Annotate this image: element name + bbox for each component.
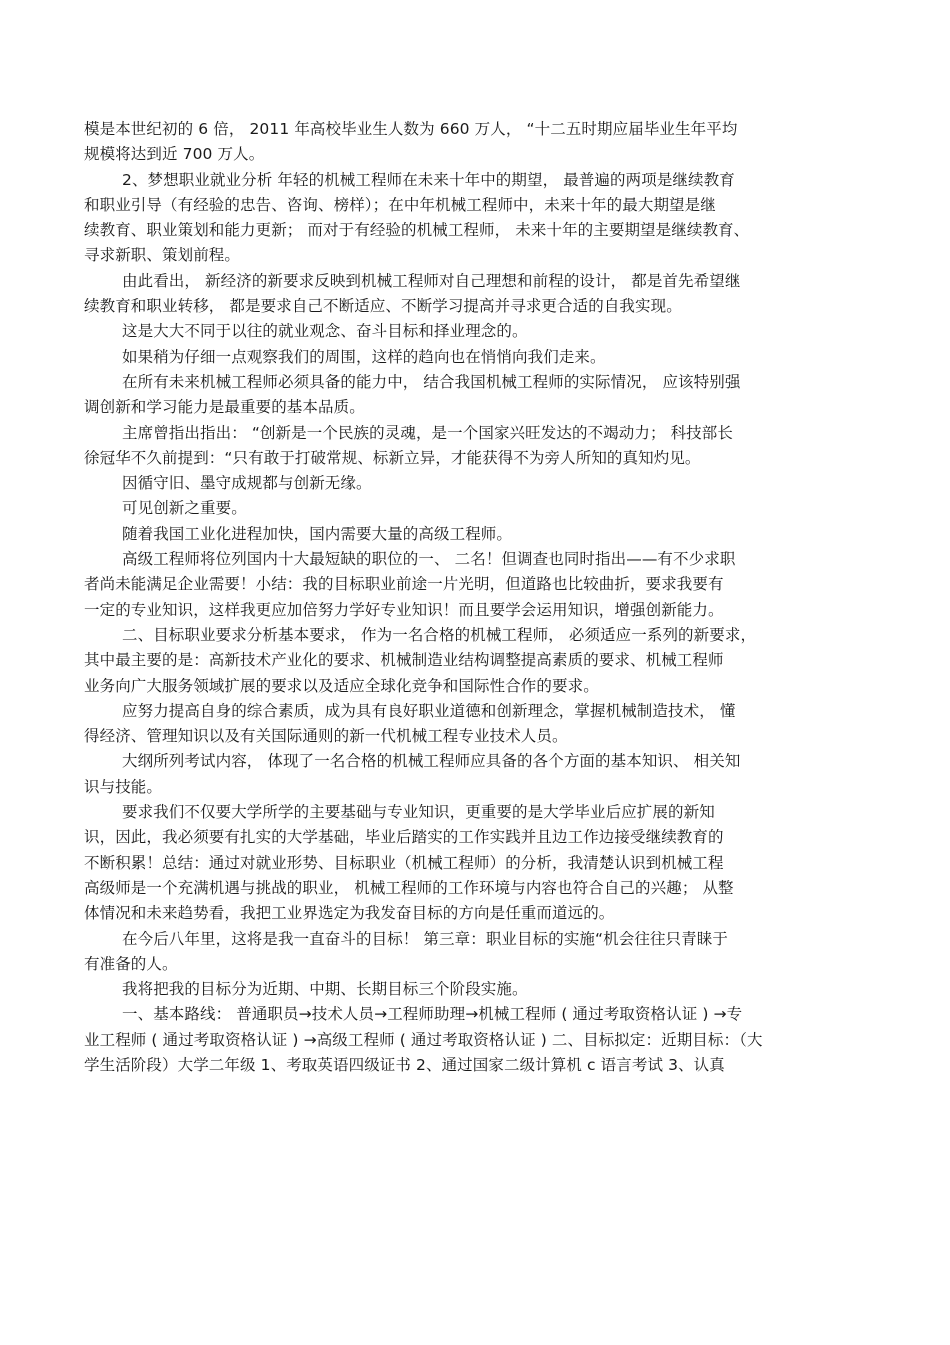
text-line: 主席曾指出指出： “创新是一个民族的灵魂，是一个国家兴旺发达的不竭动力； 科技部长 (122, 423, 733, 442)
document-body (84, 117, 864, 1078)
text-line: 高级师是一个充满机遇与挑战的职业， 机械工程师的工作环境与内容也符合自己的兴趣； 从整 (84, 878, 734, 897)
text-line: 规模将达到近 700 万人。 (84, 145, 265, 164)
text-line: 业工程师 ( 通过考取资格认证 ) →高级工程师 ( 通过考取资格认证 ) 二、目标拟定：近期目标：（大 (84, 1030, 763, 1049)
text-line: 要求我们不仅要大学所学的主要基础与专业知识，更重要的是大学毕业后应扩展的新知 (122, 803, 715, 822)
text-line: 识，因此，我必须要有扎实的大学基础，毕业后踏实的工作实践并且边工作边接受继续教育的 (84, 828, 724, 847)
text-line: 一、基本路线： 普通职员→技术人员→工程师助理→机械工程师 ( 通过考取资格认证 ) →专 (122, 1005, 743, 1024)
text-line: 识与技能。 (84, 777, 163, 796)
text-line: 由此看出， 新经济的新要求反映到机械工程师对自己理想和前程的设计， 都是首先希望继 (122, 271, 741, 290)
text-line: 不断积累！总结：通过对就业形势、目标职业（机械工程师）的分析，我清楚认识到机械工程 (84, 853, 724, 872)
text-line: 体情况和未来趋势看，我把工业界选定为我发奋目标的方向是任重而道远的。 (84, 904, 615, 923)
text-line: 在所有未来机械工程师必须具备的能力中， 结合我国机械工程师的实际情况， 应该特别强 (122, 372, 741, 391)
text-line: 可见创新之重要。 (122, 499, 247, 518)
text-line: 在今后八年里，这将是我一直奋斗的目标！ 第三章：职业目标的实施“机会往往只青睐于 (122, 929, 728, 948)
text-line: 调创新和学习能力是最重要的基本品质。 (84, 398, 365, 417)
text-line: 续教育、职业策划和能力更新； 而对于有经验的机械工程师， 未来十年的主要期望是继续教育、 (84, 221, 750, 240)
text-line: 高级工程师将位列国内十大最短缺的职位的一、 二名！但调查也同时指出——有不少求职 (122, 550, 736, 569)
text-line: 二、目标职业要求分析基本要求， 作为一名合格的机械工程师， 必须适应一系列的新要求， (122, 625, 757, 644)
text-line: 如果稍为仔细一点观察我们的周围，这样的趋向也在悄悄向我们走来。 (122, 347, 606, 366)
text-line: 学生活阶段）大学二年级 1、考取英语四级证书 2、通过国家二级计算机 c 语言考试 3、认真 (84, 1055, 725, 1074)
text-line: 业务向广大服务领域扩展的要求以及适应全球化竞争和国际性合作的要求。 (84, 676, 599, 695)
text-line: 寻求新职、策划前程。 (84, 246, 241, 265)
text-line: 模是本世纪初的 6 倍， 2011 年高校毕业生人数为 660 万人， “十二五时期应届毕业生年平均 (84, 120, 738, 138)
text-line: 2、梦想职业就业分析 年轻的机械工程师在未来十年中的期望， 最普遍的两项是继续教育 (122, 170, 735, 189)
text-line: 这是大大不同于以往的就业观念、奋斗目标和择业理念的。 (122, 322, 528, 341)
text-line: 大纲所列考试内容， 体现了一名合格的机械工程师应具备的各个方面的基本知识、 相关知 (122, 752, 741, 771)
text-line: 应努力提高自身的综合素质，成为具有良好职业道德和创新理念，掌握机械制造技术， 懂 (122, 701, 736, 720)
text-line: 和职业引导（有经验的忠告、咨询、榜样）；在中年机械工程师中，未来十年的最大期望是继 (84, 195, 716, 214)
text-line: 一定的专业知识，这样我更应加倍努力学好专业知识！而且要学会运用知识，增强创新能力。 (84, 600, 724, 619)
text-line: 我将把我的目标分为近期、中期、长期目标三个阶段实施。 (122, 980, 528, 999)
text-line: 徐冠华不久前提到：“只有敢于打破常规、标新立异，才能获得不为旁人所知的真知灼见。 (84, 448, 701, 467)
text-line: 续教育和职业转移， 都是要求自己不断适应、不断学习提高并寻求更合适的自我实现。 (84, 297, 682, 316)
text-line: 其中最主要的是：高新技术产业化的要求、机械制造业结构调整提高素质的要求、机械工程师 (84, 651, 724, 670)
text-line: 得经济、管理知识以及有关国际通则的新一代机械工程专业技术人员。 (84, 727, 568, 746)
text-line: 因循守旧、墨守成规都与创新无缘。 (122, 474, 372, 493)
text-line: 有准备的人。 (84, 954, 178, 973)
text-line: 随着我国工业化进程加快，国内需要大量的高级工程师。 (122, 524, 513, 543)
text-line: 者尚未能满足企业需要！小结：我的目标职业前途一片光明，但道路也比较曲折，要求我要有 (84, 575, 724, 594)
